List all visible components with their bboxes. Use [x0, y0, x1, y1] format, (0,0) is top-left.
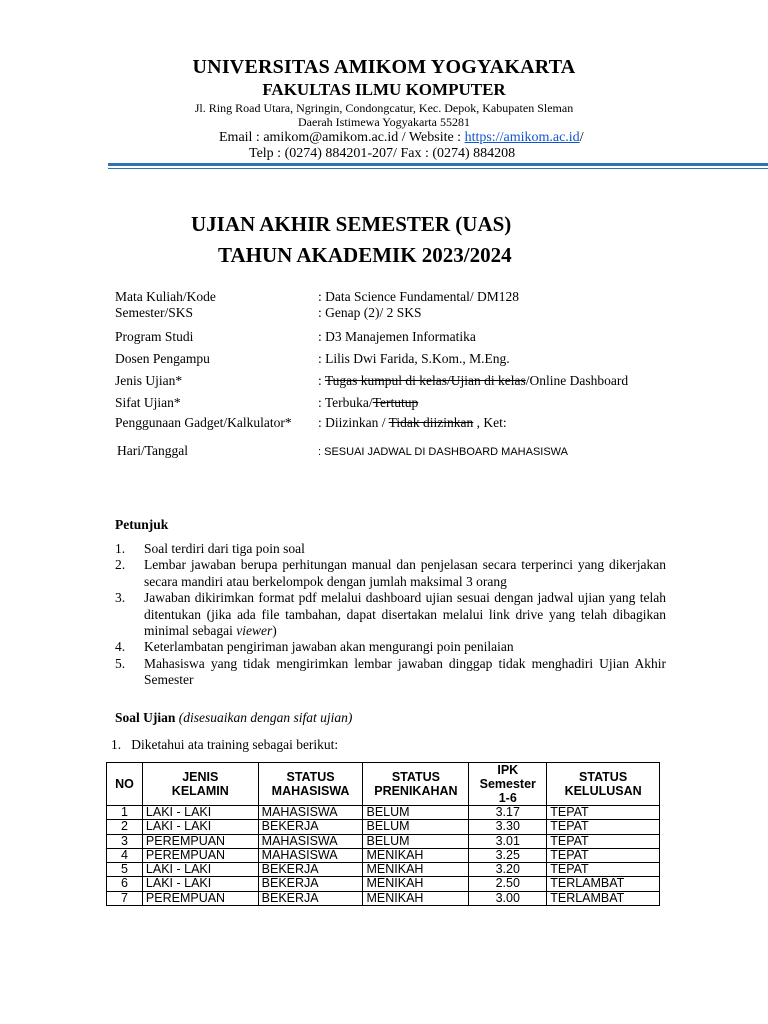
table-row: [107, 834, 660, 848]
header-text: KELAMIN: [171, 784, 229, 798]
cell-student-status: BEKERJA: [258, 820, 363, 834]
list-item-text: Keterlambatan pengiriman jawaban akan mengurangi poin penilaian: [144, 639, 514, 655]
website-suffix: /: [579, 130, 584, 145]
semester-value: : Genap (2)/ 2 SKS: [318, 305, 422, 320]
cell-student-status: MAHASISWA: [258, 806, 363, 820]
cell-ipk: 3.17: [469, 806, 547, 820]
program-label: Program Studi: [115, 329, 194, 344]
header-text: JENIS: [182, 770, 219, 784]
header-text: 1-6: [498, 791, 517, 805]
cell-ipk: 3.00: [469, 891, 547, 905]
question-1: [111, 737, 338, 753]
table-row: [107, 848, 660, 862]
questions-heading-line: [115, 710, 352, 726]
gadget-label: Penggunaan Gadget/Kalkulator*: [115, 415, 292, 430]
list-item: [115, 639, 666, 655]
cell-gender: LAKI - LAKI: [142, 806, 258, 820]
exam-nature-value: [318, 395, 418, 411]
gadget-struck: Tidak diizinkan: [388, 415, 474, 430]
contact-email-line: [219, 130, 584, 146]
header-divider-thick: [108, 163, 768, 166]
address-line-1: Jl. Ring Road Utara, Ngringin, Condongcatur, Kec. Depok, Kabupaten Sleman: [194, 101, 574, 115]
course-label: Mata Kuliah/Kode: [115, 289, 216, 304]
gadget-note: , Ket:: [473, 415, 507, 430]
list-item-text: Lembar jawaban berupa perhitungan manual dan penjelasan secara terperinci yang dikerjakan secara mandiri atau berkelompok dengan jumlah maksimal 3 orang: [144, 557, 666, 589]
exam-nature-struck: Tertutup: [372, 395, 419, 410]
list-item-number: 3.: [115, 590, 126, 606]
questions-heading-note: (disesuaikan dengan sifat ujian): [175, 710, 353, 725]
cell-graduation-status: TEPAT: [547, 806, 660, 820]
cell-gender: LAKI - LAKI: [142, 877, 258, 891]
cell-student-status: BEKERJA: [258, 863, 363, 877]
cell-no: 5: [107, 863, 143, 877]
table-row: [107, 891, 660, 905]
header-marital-status: [363, 763, 469, 806]
cell-ipk: 3.30: [469, 820, 547, 834]
exam-type-label: Jenis Ujian*: [115, 373, 183, 388]
table-row: [107, 806, 660, 820]
list-item-number: 2.: [115, 557, 126, 573]
program-value: : D3 Manajemen Informatika: [318, 329, 476, 344]
list-item: [115, 590, 666, 639]
cell-graduation-status: TERLAMBAT: [547, 891, 660, 905]
question-number: 1.: [111, 737, 122, 752]
header-gender: [142, 763, 258, 806]
exam-type-colon: :: [318, 373, 325, 388]
cell-marital-status: BELUM: [363, 834, 469, 848]
semester-label: Semester/SKS: [115, 305, 194, 320]
exam-type-selected: /Online Dashboard: [525, 373, 629, 388]
header-text: PRENIKAHAN: [374, 784, 458, 798]
cell-ipk: 2.50: [469, 877, 547, 891]
cell-ipk: 3.20: [469, 863, 547, 877]
header-no: NO: [107, 763, 143, 806]
cell-graduation-status: TEPAT: [547, 863, 660, 877]
date-label: Hari/Tanggal: [117, 443, 189, 458]
header-text: IPK: [497, 763, 519, 777]
cell-marital-status: BELUM: [363, 820, 469, 834]
cell-student-status: MAHASISWA: [258, 834, 363, 848]
cell-marital-status: MENIKAH: [363, 863, 469, 877]
list-item-suffix: ): [272, 623, 277, 639]
table-row: [107, 820, 660, 834]
table-row: [107, 877, 660, 891]
course-value: : Data Science Fundamental/ DM128: [318, 289, 519, 304]
cell-student-status: BEKERJA: [258, 877, 363, 891]
header-text: Semester: [479, 777, 536, 791]
cell-student-status: MAHASISWA: [258, 848, 363, 862]
cell-marital-status: BELUM: [363, 806, 469, 820]
cell-graduation-status: TERLAMBAT: [547, 877, 660, 891]
list-item-number: 5.: [115, 655, 126, 671]
list-item-text: Soal terdiri dari tiga poin soal: [144, 541, 305, 556]
cell-no: 7: [107, 891, 143, 905]
contact-phone-line: Telp : (0274) 884201-207/ Fax : (0274) 884208: [249, 146, 516, 161]
list-item-text: Mahasiswa yang tidak mengirimkan lembar jawaban dinggap tidak menghadiri Ujian Akhir Semester: [144, 655, 666, 688]
training-data-table: [106, 762, 660, 906]
address-line-2: Daerah Istimewa Yogyakarta 55281: [298, 115, 470, 129]
questions-heading: Soal Ujian: [115, 710, 176, 725]
academic-year-title: TAHUN AKADEMIK 2023/2024: [218, 243, 512, 267]
cell-no: 6: [107, 877, 143, 891]
cell-ipk: 3.25: [469, 848, 547, 862]
table-header-row: [107, 763, 660, 806]
instructions-heading: Petunjuk: [115, 517, 169, 532]
exam-type-value: [318, 373, 628, 389]
table-row: [107, 863, 660, 877]
website-link[interactable]: https://amikom.ac.id: [464, 130, 580, 145]
cell-no: 3: [107, 834, 143, 848]
list-item: [115, 541, 666, 557]
cell-graduation-status: TEPAT: [547, 834, 660, 848]
faculty-name: FAKULTAS ILMU KOMPUTER: [262, 80, 506, 99]
lecturer-label: Dosen Pengampu: [115, 351, 210, 366]
instructions-list: [115, 541, 666, 689]
list-item: [115, 656, 666, 689]
cell-marital-status: MENIKAH: [363, 848, 469, 862]
lecturer-value: : Lilis Dwi Farida, S.Kom., M.Eng.: [318, 351, 510, 366]
list-item-italic: viewer: [236, 623, 273, 639]
header-ipk: [469, 763, 547, 806]
list-item-number: 4.: [115, 639, 126, 655]
cell-student-status: BEKERJA: [258, 891, 363, 905]
exam-nature-label: Sifat Ujian*: [115, 395, 181, 410]
cell-marital-status: MENIKAH: [363, 877, 469, 891]
exam-type-struck: Tugas kumpul di kelas/Ujian di kelas: [324, 373, 526, 388]
question-text: Diketahui ata training sebagai berikut:: [131, 737, 339, 752]
cell-no: 4: [107, 848, 143, 862]
cell-gender: PEREMPUAN: [142, 891, 258, 905]
header-text: STATUS: [286, 770, 335, 784]
exam-nature-selected: : Terbuka/: [318, 395, 373, 410]
cell-ipk: 3.01: [469, 834, 547, 848]
cell-gender: LAKI - LAKI: [142, 820, 258, 834]
date-value: : SESUAI JADWAL DI DASHBOARD MAHASISWA: [318, 446, 568, 458]
cell-no: 1: [107, 806, 143, 820]
list-item-text: Jawaban dikirimkan format pdf melalui dashboard ujian sesuai dengan jadwal ujian yang telah ditentukan (jika ada file tambahan, dapat disertakan melalui link drive yang telah dibagikan minimal sebagai: [144, 590, 666, 639]
header-text: MAHASISWA: [271, 784, 350, 798]
header-text: STATUS: [579, 770, 628, 784]
header-text: KELULUSAN: [564, 784, 642, 798]
email-text: Email : amikom@amikom.ac.id / Website :: [219, 130, 465, 145]
cell-gender: PEREMPUAN: [142, 834, 258, 848]
cell-no: 2: [107, 820, 143, 834]
cell-graduation-status: TEPAT: [547, 820, 660, 834]
list-item: [115, 557, 666, 590]
header-text: STATUS: [391, 770, 440, 784]
exam-title: UJIAN AKHIR SEMESTER (UAS): [191, 212, 512, 236]
cell-marital-status: MENIKAH: [363, 891, 469, 905]
list-item-number: 1.: [115, 541, 126, 556]
cell-gender: PEREMPUAN: [142, 848, 258, 862]
gadget-selected: : Diizinkan /: [318, 415, 389, 430]
university-name: UNIVERSITAS AMIKOM YOGYAKARTA: [192, 56, 576, 78]
cell-graduation-status: TEPAT: [547, 848, 660, 862]
header-student-status: [258, 763, 363, 806]
gadget-value: [318, 415, 507, 431]
cell-gender: LAKI - LAKI: [142, 863, 258, 877]
header-graduation-status: [547, 763, 660, 806]
header-divider-thin: [108, 168, 768, 169]
